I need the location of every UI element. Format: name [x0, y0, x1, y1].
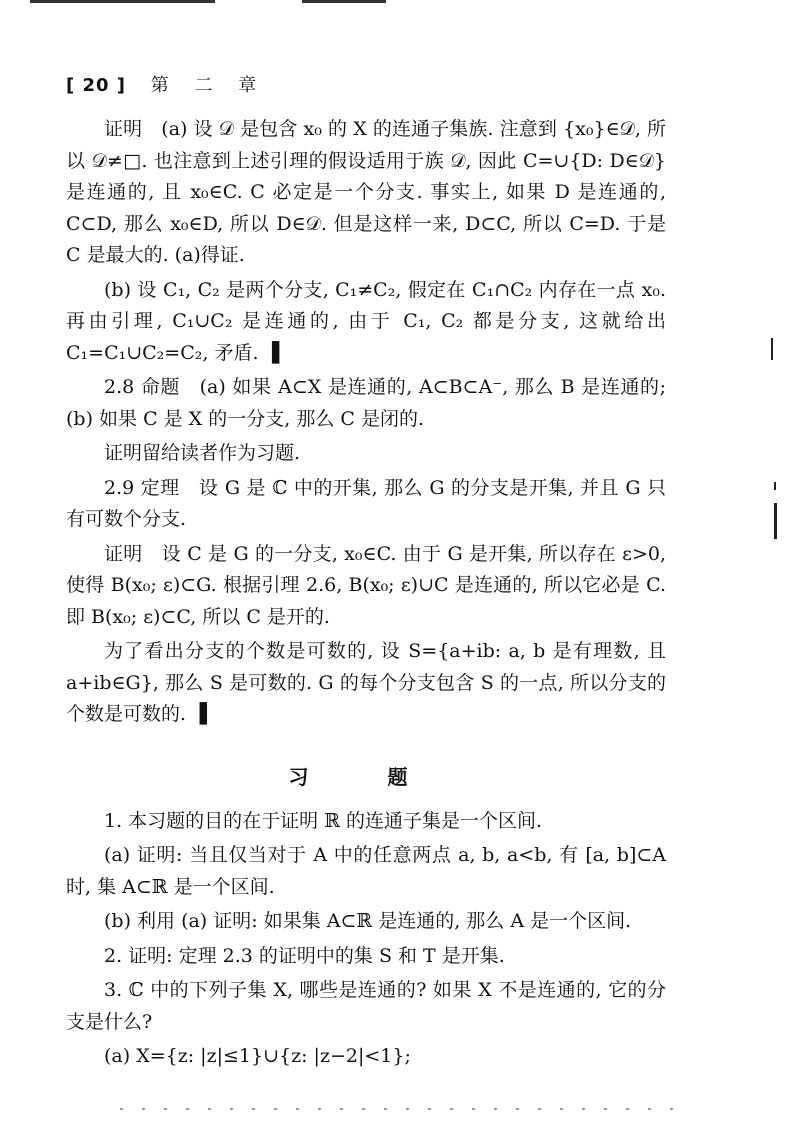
exercise-1a: (a) 证明: 当且仅当对于 A 中的任意两点 a, b, a<b, 有 [a, b]⊂A 时, 集 A⊂ℝ 是一个区间.: [66, 844, 666, 898]
exercises-heading: 习 题: [288, 764, 444, 789]
book-page: [66, 72, 666, 1073]
exercise-1b: (b) 利用 (a) 证明: 如果集 A⊂ℝ 是连通的, 那么 A 是一个区间.: [104, 910, 632, 932]
exercise-1: 1. 本习题的目的在于证明 ℝ 的连通子集是一个区间.: [104, 809, 543, 832]
exercise-2: 2. 证明: 定理 2.3 的证明中的集 S 和 T 是开集.: [104, 944, 505, 967]
theorem-2-9: 2.9 定理 设 G 是 ℂ 中的开集, 那么 G 的分支是开集, 并且 G 只有可数个分支.: [66, 476, 666, 530]
page-number: [ 20 ]: [66, 75, 127, 96]
margin-mark: [774, 503, 777, 539]
proposition-2-8: 2.8 命题 (a) 如果 A⊂X 是连通的, A⊂B⊂A⁻, 那么 B 是连通的; (b) 如果 C 是 X 的一分支, 那么 C 是闭的.: [66, 376, 666, 430]
proof-countable-components: 为了看出分支的个数是可数的, 设 S={a+ib: a, b 是有理数, 且 a+ib∈G}, 那么 S 是可数的. G 的每个分支包含 S 的一点, 所以分支的个数是可数的. ▐: [66, 640, 666, 725]
top-edge-line: [30, 0, 215, 3]
top-edge-line: [302, 0, 386, 3]
exercise-3a: (a) X={z: |z|≤1}∪{z: |z−2|<1};: [104, 1045, 411, 1067]
proof-part-b: (b) 设 C₁, C₂ 是两个分支, C₁≠C₂, 假定在 C₁∩C₂ 内存在一点 x₀. 再由引理, C₁∪C₂ 是连通的, 由于 C₁, C₂ 都是分支, 这就给出 C₁=C₁∪C₂=C₂, 矛盾. ▐: [66, 278, 666, 364]
exercise-3: 3. ℂ 中的下列子集 X, 哪些是连通的? 如果 X 不是连通的, 它的分支是什么?: [66, 979, 666, 1033]
chapter-title: 第 二 章: [150, 75, 267, 96]
proof-theorem-2-9: 证明 设 C 是 G 的一分支, x₀∈C. 由于 G 是开集, 所以存在 ε>0, 使得 B(x₀; ε)⊂G. 根据引理 2.6, B(x₀; ε)∪C 是连通的, 所以它必是 C. 即 B(x₀; ε)⊂C, 所以 C 是开的.: [66, 542, 666, 628]
margin-mark: [774, 482, 776, 490]
proof-part-a: 证明 (a) 设 𝒟 是包含 x₀ 的 X 的连通子集族. 注意到 {x₀}∈𝒟, 所以 𝒟≠□. 也注意到上述引理的假设适用于族 𝒟, 因此 C=∪{D: D∈𝒟} 是连通的, 且 x₀∈C. C 必定是一个分支. 事实上, 如果 D 是连通的, C⊂D, 那么 x₀∈D, 所以 D∈𝒟. 但是这样一来, D⊂C, 所以 C=D. 于是 C 是最大的. (a)得证.: [66, 118, 666, 266]
running-header: [66, 72, 666, 100]
proof-left-to-reader: 证明留给读者作为习题.: [104, 442, 301, 464]
margin-mark: [771, 338, 773, 360]
bottom-scan-marks: [120, 1108, 680, 1110]
